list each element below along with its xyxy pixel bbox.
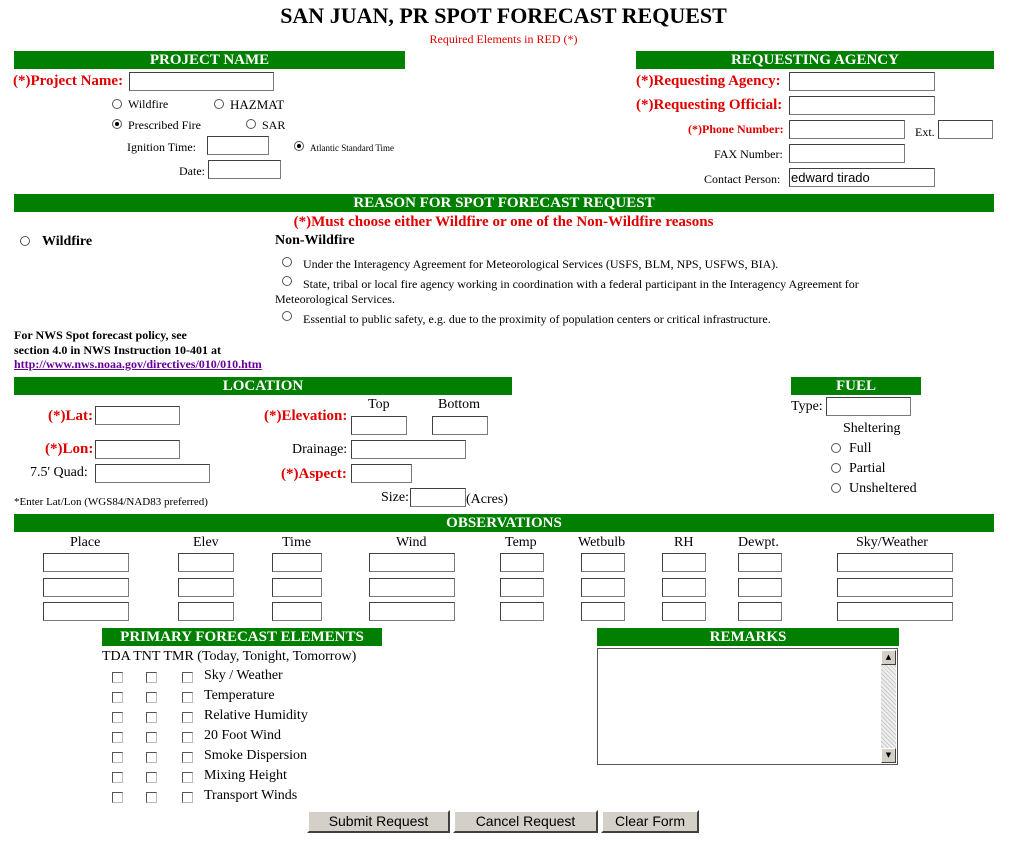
tda-checkbox[interactable] bbox=[112, 752, 123, 763]
size-input[interactable] bbox=[410, 488, 466, 507]
reason-public-safety-radio[interactable] bbox=[282, 311, 292, 321]
elevation-top-label: Top bbox=[368, 397, 390, 412]
contact-person-input[interactable]: edward tirado bbox=[789, 168, 935, 187]
elevation-bottom-input[interactable] bbox=[432, 416, 488, 435]
tmr-checkbox[interactable] bbox=[182, 712, 193, 723]
sheltering-full-radio[interactable] bbox=[831, 443, 841, 453]
obs-input[interactable] bbox=[272, 578, 322, 597]
phone-number-label: (*)Phone Number: bbox=[688, 122, 784, 136]
tda-checkbox[interactable] bbox=[112, 692, 123, 703]
policy-note-1: For NWS Spot forecast policy, see bbox=[14, 328, 187, 342]
quad-label: 7.5' Quad: bbox=[30, 465, 88, 480]
sheltering-label: Sheltering bbox=[843, 421, 901, 436]
obs-input[interactable] bbox=[369, 578, 455, 597]
quad-input[interactable] bbox=[95, 464, 210, 483]
must-choose-note: (*)Must choose either Wildfire or one of the Non-Wildfire reasons bbox=[293, 214, 714, 230]
hazmat-type-label: HAZMAT bbox=[230, 97, 285, 112]
obs-input[interactable] bbox=[837, 602, 953, 621]
obs-input[interactable] bbox=[662, 602, 706, 621]
requesting-agency-input[interactable] bbox=[789, 72, 935, 91]
sheltering-unsheltered-label: Unsheltered bbox=[849, 481, 917, 496]
tmr-checkbox[interactable] bbox=[182, 752, 193, 763]
obs-input[interactable] bbox=[43, 602, 129, 621]
obs-input[interactable] bbox=[662, 578, 706, 597]
obs-col-header: Time bbox=[282, 535, 312, 550]
contact-person-label: Contact Person: bbox=[704, 172, 781, 186]
forecast-element-label: Mixing Height bbox=[204, 768, 287, 783]
ext-label: Ext. bbox=[915, 125, 935, 139]
fuel-type-input[interactable] bbox=[826, 397, 911, 416]
fax-number-label: FAX Number: bbox=[714, 147, 783, 161]
forecast-element-label: Relative Humidity bbox=[204, 708, 308, 723]
policy-link[interactable]: http://www.nws.noaa.gov/directives/010/010.htm bbox=[14, 357, 262, 371]
forecast-element-label: Sky / Weather bbox=[204, 668, 283, 683]
hazmat-type-radio[interactable] bbox=[214, 99, 224, 109]
aspect-input[interactable] bbox=[351, 464, 412, 483]
obs-input[interactable] bbox=[500, 578, 544, 597]
elevation-top-input[interactable] bbox=[351, 416, 407, 435]
size-label: Size: bbox=[381, 490, 409, 505]
tda-checkbox[interactable] bbox=[112, 672, 123, 683]
lat-input[interactable] bbox=[95, 406, 180, 425]
tnt-checkbox[interactable] bbox=[146, 672, 157, 683]
obs-input[interactable] bbox=[500, 553, 544, 572]
reason-header: REASON FOR SPOT FORECAST REQUEST bbox=[14, 194, 994, 212]
obs-input[interactable] bbox=[738, 578, 782, 597]
fax-number-input[interactable] bbox=[789, 144, 905, 163]
reason-interagency-label: Under the Interagency Agreement for Meteorological Services (USFS, BLM, NPS, USFWS, BIA). bbox=[303, 257, 779, 271]
tmr-checkbox[interactable] bbox=[182, 692, 193, 703]
obs-input[interactable] bbox=[178, 578, 234, 597]
forecast-elements-header: PRIMARY FORECAST ELEMENTS bbox=[102, 628, 382, 646]
tnt-checkbox[interactable] bbox=[146, 792, 157, 803]
requesting-agency-header: REQUESTING AGENCY bbox=[636, 51, 994, 69]
timezone-label: Atlantic Standard Time bbox=[310, 143, 394, 153]
reason-state-agency-label: State, tribal or local fire agency working in coordination with a federal participant in the Interagency Agreement for bbox=[303, 277, 859, 291]
atlantic-time-radio[interactable] bbox=[294, 141, 304, 151]
phone-number-input[interactable] bbox=[789, 120, 905, 139]
lon-label: (*)Lon: bbox=[45, 441, 94, 457]
forecast-periods-label: TDA TNT TMR (Today, Tonight, Tomorrow) bbox=[102, 649, 357, 664]
tnt-checkbox[interactable] bbox=[146, 692, 157, 703]
sar-type-radio[interactable] bbox=[246, 119, 256, 129]
obs-col-header: RH bbox=[674, 535, 694, 550]
submit-request-button[interactable]: Submit Request bbox=[307, 810, 450, 833]
observations-header: OBSERVATIONS bbox=[14, 514, 994, 532]
latlon-note: *Enter Lat/Lon (WGS84/NAD83 preferred) bbox=[14, 496, 208, 508]
obs-col-header: Elev bbox=[193, 535, 219, 550]
tda-checkbox[interactable] bbox=[112, 772, 123, 783]
remarks-scrollbar[interactable] bbox=[881, 650, 896, 763]
lat-label: (*)Lat: bbox=[48, 408, 93, 424]
obs-col-header: Wind bbox=[396, 535, 427, 550]
non-wildfire-label: Non-Wildfire bbox=[275, 233, 355, 248]
obs-input[interactable] bbox=[581, 602, 625, 621]
requesting-official-label: (*)Requesting Official: bbox=[636, 97, 783, 113]
requesting-official-input[interactable] bbox=[789, 96, 935, 115]
location-header: LOCATION bbox=[14, 377, 512, 395]
obs-input[interactable] bbox=[662, 553, 706, 572]
obs-input[interactable] bbox=[178, 602, 234, 621]
date-label: Date: bbox=[179, 164, 205, 178]
drainage-label: Drainage: bbox=[292, 442, 348, 457]
required-note: Required Elements in RED (*) bbox=[429, 32, 578, 46]
fuel-type-label: Type: bbox=[791, 399, 823, 414]
tnt-checkbox[interactable] bbox=[146, 752, 157, 763]
page-title: SAN JUAN, PR SPOT FORECAST REQUEST bbox=[280, 3, 727, 28]
cancel-request-button[interactable]: Cancel Request bbox=[453, 810, 598, 833]
tmr-checkbox[interactable] bbox=[182, 672, 193, 683]
obs-input[interactable] bbox=[837, 578, 953, 597]
reason-wildfire-label: Wildfire bbox=[42, 234, 93, 249]
obs-input[interactable] bbox=[581, 553, 625, 572]
obs-input[interactable] bbox=[581, 578, 625, 597]
reason-interagency-radio[interactable] bbox=[282, 257, 292, 267]
sar-type-label: SAR bbox=[262, 118, 286, 132]
obs-col-header: Place bbox=[70, 535, 101, 550]
obs-col-header: Temp bbox=[505, 535, 537, 550]
tmr-checkbox[interactable] bbox=[182, 792, 193, 803]
acres-label: (Acres) bbox=[466, 492, 508, 507]
reason-public-safety-label: Essential to public safety, e.g. due to the proximity of population centers or critical infrastructure. bbox=[303, 312, 771, 326]
remarks-textarea[interactable] bbox=[597, 648, 898, 765]
fuel-header: FUEL bbox=[791, 377, 921, 395]
tda-checkbox[interactable] bbox=[112, 792, 123, 803]
obs-input[interactable] bbox=[272, 602, 322, 621]
prescribed-fire-radio[interactable] bbox=[112, 119, 122, 129]
requesting-agency-label: (*)Requesting Agency: bbox=[636, 73, 781, 89]
obs-input[interactable] bbox=[178, 553, 234, 572]
obs-col-header: Sky/Weather bbox=[856, 535, 928, 550]
scroll-down-icon[interactable]: ▼ bbox=[881, 748, 896, 763]
project-name-input[interactable] bbox=[129, 72, 274, 91]
obs-input[interactable] bbox=[738, 553, 782, 572]
sheltering-unsheltered-radio[interactable] bbox=[831, 483, 841, 493]
tmr-checkbox[interactable] bbox=[182, 732, 193, 743]
sheltering-partial-radio[interactable] bbox=[831, 463, 841, 473]
wildfire-type-label: Wildfire bbox=[128, 97, 169, 111]
project-name-label: (*)Project Name: bbox=[13, 73, 124, 89]
ignition-time-label: Ignition Time: bbox=[127, 140, 197, 154]
obs-input[interactable] bbox=[43, 578, 129, 597]
obs-col-header: Wetbulb bbox=[578, 535, 626, 550]
policy-note-2: section 4.0 in NWS Instruction 10-401 at bbox=[14, 343, 222, 357]
tnt-checkbox[interactable] bbox=[146, 772, 157, 783]
forecast-element-label: Smoke Dispersion bbox=[204, 748, 308, 763]
ext-input[interactable] bbox=[938, 120, 993, 139]
tda-checkbox[interactable] bbox=[112, 732, 123, 743]
aspect-label: (*)Aspect: bbox=[281, 466, 347, 482]
obs-input[interactable] bbox=[500, 602, 544, 621]
elevation-label: (*)Elevation: bbox=[264, 408, 348, 424]
obs-input[interactable] bbox=[837, 553, 953, 572]
obs-input[interactable] bbox=[738, 602, 782, 621]
sheltering-partial-label: Partial bbox=[849, 461, 886, 476]
forecast-element-label: Transport Winds bbox=[204, 788, 298, 803]
tnt-checkbox[interactable] bbox=[146, 712, 157, 723]
sheltering-full-label: Full bbox=[849, 441, 872, 456]
tda-checkbox[interactable] bbox=[112, 712, 123, 723]
obs-input[interactable] bbox=[43, 553, 129, 572]
date-input[interactable] bbox=[208, 160, 281, 179]
forecast-element-label: 20 Foot Wind bbox=[204, 728, 281, 743]
tmr-checkbox[interactable] bbox=[182, 772, 193, 783]
remarks-header: REMARKS bbox=[597, 628, 899, 646]
obs-input[interactable] bbox=[369, 602, 455, 621]
obs-col-header: Dewpt. bbox=[738, 535, 779, 550]
reason-state-agency-label-2: Meteorological Services. bbox=[275, 292, 395, 306]
scroll-up-icon[interactable]: ▲ bbox=[881, 650, 896, 665]
obs-input[interactable] bbox=[369, 553, 455, 572]
reason-wildfire-radio[interactable] bbox=[20, 236, 30, 246]
drainage-input[interactable] bbox=[351, 440, 466, 459]
clear-form-button[interactable]: Clear Form bbox=[601, 810, 699, 833]
reason-state-agency-radio[interactable] bbox=[282, 276, 292, 286]
obs-input[interactable] bbox=[272, 553, 322, 572]
tnt-checkbox[interactable] bbox=[146, 732, 157, 743]
forecast-element-label: Temperature bbox=[204, 688, 275, 703]
ignition-time-input[interactable] bbox=[207, 136, 269, 155]
lon-input[interactable] bbox=[95, 440, 180, 459]
elevation-bottom-label: Bottom bbox=[438, 397, 481, 412]
wildfire-type-radio[interactable] bbox=[112, 99, 122, 109]
project-name-header: PROJECT NAME bbox=[14, 51, 405, 69]
prescribed-fire-label: Prescribed Fire bbox=[128, 118, 201, 132]
